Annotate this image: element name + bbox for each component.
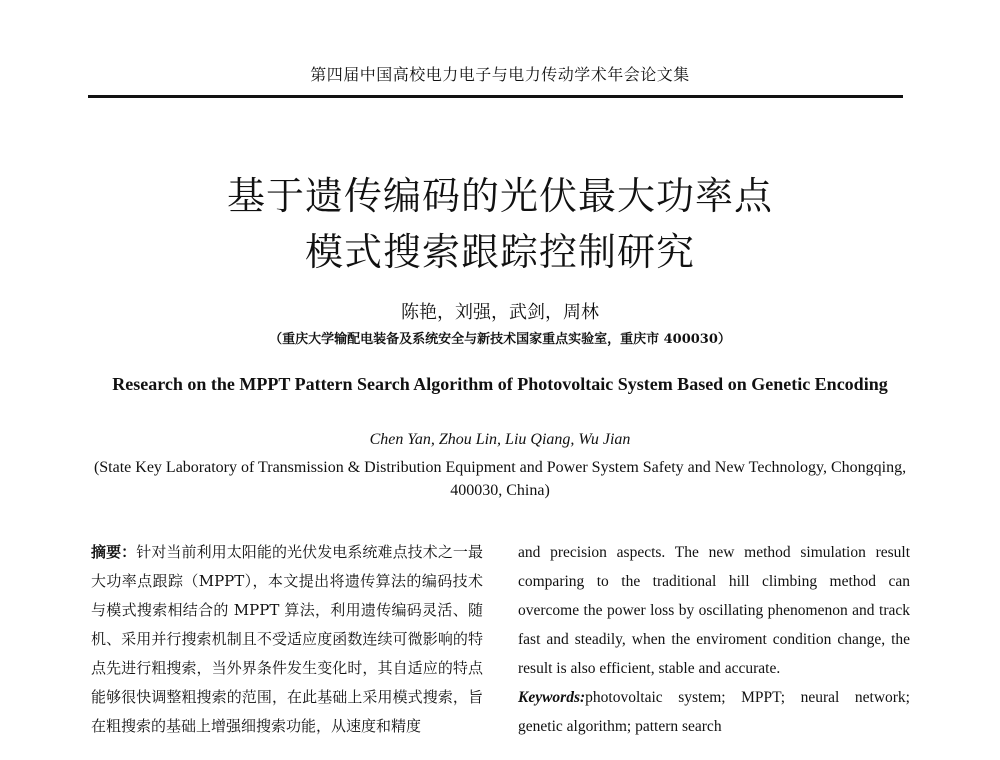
keywords-label: Keywords: [518, 689, 586, 706]
abstract-cn [91, 538, 483, 741]
keywords [518, 683, 910, 741]
authors-en: Chen Yan, Zhou Lin, Liu Qiang, Wu Jian [369, 431, 631, 448]
abstract-en-text: and precision aspects. The new method simulation result comparing to the traditional hill climbing method can overcome the power loss by oscillating phenomenon and track fast and steadily, when the enviroment condition change, the result is also efficient, stable and accurate. [518, 544, 910, 677]
header-rule [88, 95, 903, 98]
paper-title-cn-line1: 基于遗传编码的光伏最大功率点 [226, 174, 773, 218]
abstract-cn-label: 摘要： [91, 543, 137, 561]
keywords-text: photovoltaic system; MPPT; neural network; genetic algorithm; pattern search [518, 689, 910, 735]
abstract-cn-text: 针对当前利用太阳能的光伏发电系统难点技术之一最大功率点跟踪（MPPT），本文提出将遗传算法的编码技术与模式搜索相结合的 MPPT 算法，利用遗传编码灵活、随机、采用并行搜索机制且不受适应度函数连续可微影响的特点先进行粗搜索，当外界条件发生变化时，其自适应的特点能够很快调整粗搜索的范围，在此基础上采用模式搜索，旨在粗搜索的基础上增强细搜索功能，从速度和精度 [91, 543, 483, 735]
paper-title-cn [0, 168, 1000, 280]
running-header: 第四届中国高校电力电子与电力传动学术年会论文集 [310, 65, 690, 84]
paper-title-cn-line2: 模式搜索跟踪控制研究 [304, 230, 695, 274]
abstract-en [518, 538, 910, 741]
paper-title-en: Research on the MPPT Pattern Search Algorithm of Photovoltaic System Based on Genetic Encoding [112, 374, 888, 394]
authors-cn: 陈艳，刘强，武剑，周林 [401, 302, 599, 323]
affiliation-en: (State Key Laboratory of Transmission & Distribution Equipment and Power System Safety and New Technology, Chongqing, 400030, China) [93, 459, 907, 499]
affiliation-cn: （重庆大学输配电装备及系统安全与新技术国家重点实验室，重庆市 400030） [269, 332, 731, 347]
